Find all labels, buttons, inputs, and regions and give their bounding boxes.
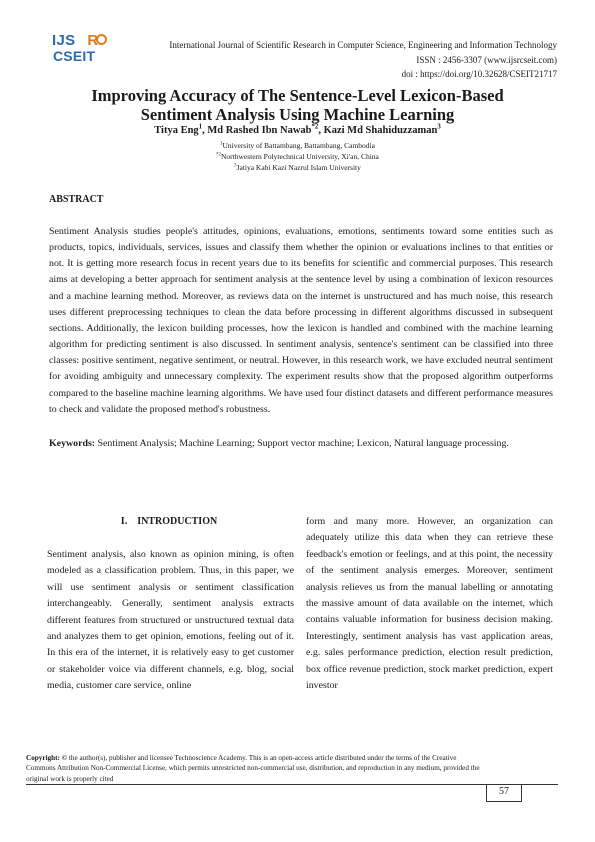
page-number: 57 xyxy=(499,786,509,797)
issn: ISSN : 2456-3307 (www.ijsrcseit.com) xyxy=(416,55,557,65)
journal-name: International Journal of Scientific Research in Computer Science, Engineering and Information Technology xyxy=(169,40,557,50)
keywords-label: Keywords: xyxy=(49,438,96,449)
affiliation-2 xyxy=(0,152,595,162)
affiliation-3-sup: 3 xyxy=(234,163,237,169)
affiliation-2-text: Northwestern Polytechnical University, Xi'an, China xyxy=(220,152,379,161)
author-2-sup: *2 xyxy=(311,123,319,131)
author-3-sup: 3 xyxy=(437,123,441,131)
journal-logo xyxy=(52,33,116,67)
keywords xyxy=(49,436,553,452)
logo-ring-icon xyxy=(96,34,107,45)
abstract-body: Sentiment Analysis studies people's attitudes, opinions, evaluations, emotions, sentiments toward some entities such as products, topics, individuals, services, issues and classify them whether the opinion or evaluations inclines to that entities or not. It is getting more research focus in recent years due to its benefits for scientific and commercial purposes. This research aims at developing a better approach for sentiment analysis at the sentence level by using a combination of lexicon resources and a machine learning method. Moreover, as reviews data on the internet is unstructured and has much noise, this research uses different preprocessing techniques to clean the data before processing in different algorithms discussed in subsequent sections. Additionally, the lexicon building processes, how the lexicon is handled and combined with the machine learning algorithm for predicting sentiment is also discussed. In sentiment analysis, sentence's sentiment can be classified into three classes: positive sentiment, negative sentiment, or neutral. However, in this research work, we have excluded neutral sentiment for avoiding ambiguity and unnecessary complexity. The experiment results show that the proposed algorithm outperforms compared to the baseline machine learning algorithms. We have used four distinct datasets and different performance measures to check and validate the proposed method's robustness. xyxy=(49,226,553,415)
author-2: Md Rashed Ibn Nawab xyxy=(207,125,312,136)
doi-link[interactable]: doi : https://doi.org/10.32628/CSEIT21717 xyxy=(401,69,557,79)
affiliation-1-sup: 1 xyxy=(220,141,223,147)
logo-line-2: CSEIT xyxy=(53,48,96,64)
abstract-heading: ABSTRACT xyxy=(49,194,104,205)
copyright-notice xyxy=(26,753,486,784)
footer-divider xyxy=(26,784,558,785)
intro-column-right: form and many more. However, an organization can adequately utilize this data when they can retrieve these feedback's emotion or feelings, and at this point, the necessity of the sentiment analysis emerges. Moreover, sentiment analysis relieves us from the manual labelling or annotating the massive amount of data available on the internet, which contains valuable information for business decision making. Interestingly, sentiment analysis has vast application areas, e.g. sales performance prediction, election result prediction, box office revenue prediction, stock market prediction, expert investor xyxy=(306,516,553,692)
affiliation-3-text: Jatiya Kabi Kazi Nazrul Islam University xyxy=(236,163,361,172)
section-heading-introduction: I. INTRODUCTION xyxy=(120,516,218,527)
author-1: Titya Eng xyxy=(154,125,199,136)
affiliation-1 xyxy=(0,141,595,151)
logo-text-a: IJS xyxy=(52,32,76,49)
logo-line-1 xyxy=(52,33,99,48)
keywords-text: Sentiment Analysis; Machine Learning; Support vector machine; Lexicon, Natural language processing. xyxy=(95,438,509,449)
copyright-label: Copyright: © xyxy=(26,754,68,762)
paper-title-line-1: Improving Accuracy of The Sentence-Level Lexicon-Based xyxy=(91,86,504,105)
affiliation-3 xyxy=(0,163,595,173)
author-list: Titya Eng$^1$, Md Rashed Ibn Nawab$^{*2}$, Kazi Md Shahiduzzaman$^3$ xyxy=(154,123,441,136)
logo-text-b: R xyxy=(87,32,99,49)
affiliation-1-text: University of Battambang, Battambang, Cambodia xyxy=(222,141,375,150)
author-3: Kazi Md Shahiduzzaman xyxy=(323,125,438,136)
paper-title-line-2: Sentiment Analysis Using Machine Learning xyxy=(140,105,455,124)
author-1-sup: 1 xyxy=(198,123,203,131)
copyright-text: the author(s), publisher and licensee Technoscience Academy. This is an open-access article distributed under the terms of the Creative Commons Attribution Non-Commercial License, which permits unrestricted non-commercial use, distribution, and reproduction in any medium, provided the original work is properly cited xyxy=(26,754,480,783)
intro-column-left: Sentiment analysis, also known as opinion mining, is often modeled as a classification problem. Thus, in this paper, we will use sentiment analysis or sentiment classification interchangeably. Generally, sentiment analysis extracts different features from structured or unstructured textual data and analyzes them to get opinion, emotions, feeling out of it. In this era of the internet, it is relatively easy to get customer or stakeholder voice via different channels, e.g. blog, social media, customer care service, online xyxy=(47,549,294,692)
affiliation-2-sup: *2 xyxy=(216,152,221,158)
